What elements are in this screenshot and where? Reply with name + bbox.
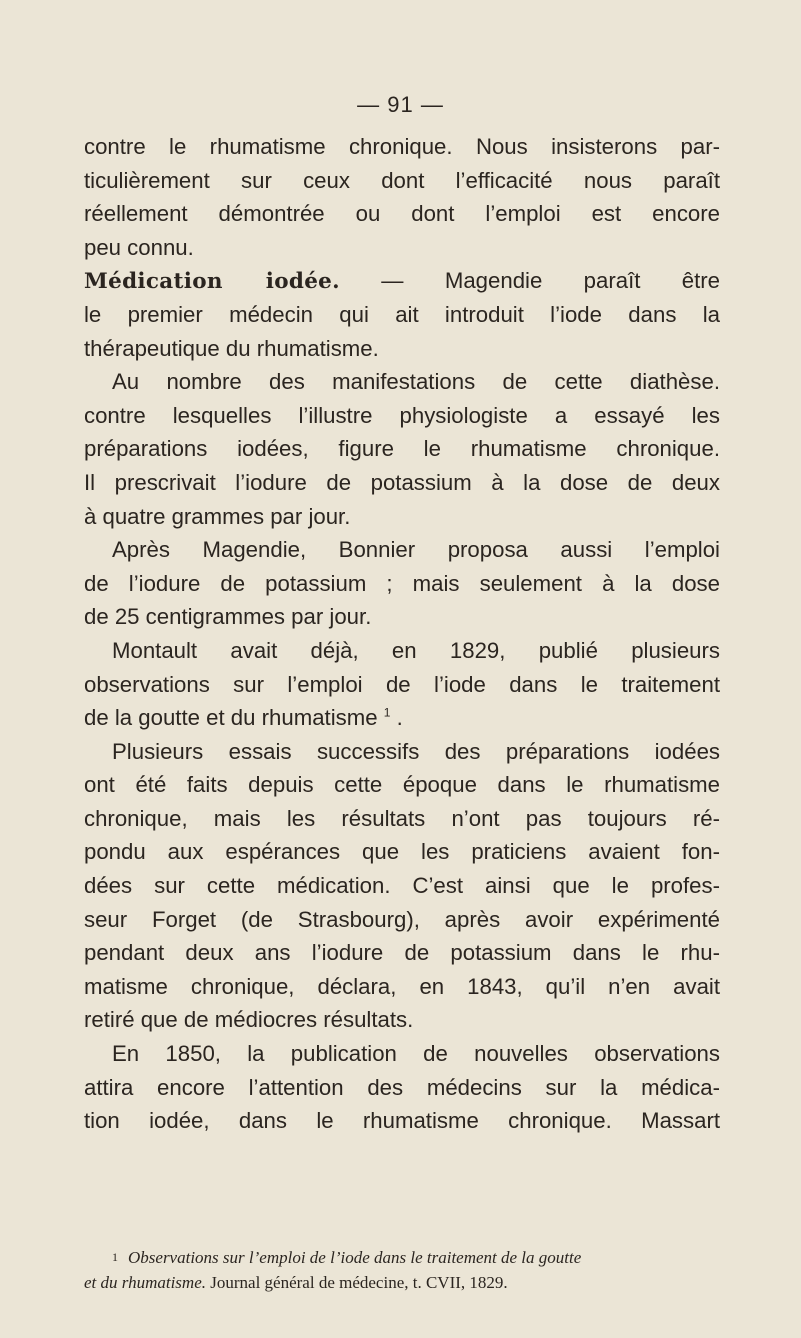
text-line: dées sur cette médication. C’est ainsi que le profes- [84,873,720,899]
text-line: seur Forget (de Strasbourg), après avoir expérimenté [84,906,720,932]
text-line: Montault avait déjà, en 1829, publié plusieurs [112,637,720,663]
text-line: retiré que de médiocres résultats. [84,1007,414,1033]
text-line: attira encore l’attention des médecins sur la médica- [84,1074,720,1100]
text-line: ticulièrement sur ceux dont l’efficacité nous paraît [84,167,720,193]
text-line: contre le rhumatisme chronique. Nous insisterons par- [84,134,720,159]
text-line: Au nombre des manifestations de cette diathèse. [112,369,720,395]
text-line [84,701,720,735]
footnote-mark: 1 [112,1250,118,1264]
text-line: pendant deux ans l’iodure de potassium dans le rhu- [84,940,720,966]
text-fragment: de la goutte et du rhumatisme [84,705,384,731]
text-line: de 25 centigrammes par jour. [84,604,372,630]
text-line: pondu aux espérances que les praticiens avaient fon- [84,839,720,865]
section-heading: Médication iodée. [84,269,340,295]
text-fragment: . [390,705,403,731]
footnote [84,1245,720,1295]
text-line: ont été faits depuis cette époque dans le rhumatisme [84,772,720,798]
footnote-reference: 1 [383,705,391,720]
text-line: de l’iodure de potassium ; mais seulement à la dose [84,570,720,596]
text-line: Après Magendie, Bonnier proposa aussi l’emploi [112,537,720,563]
text-line: tion iodée, dans le rhumatisme chronique. Massart [84,1108,720,1134]
text-line: En 1850, la publication de nouvelles observations [112,1041,720,1067]
text-line: réellement démontrée ou dont l’emploi est encore [84,201,720,227]
footnote-source: Journal général de médecine, t. CVII, 1829. [206,1273,508,1292]
text-line: thérapeutique du rhumatisme. [84,335,379,361]
text-line: matisme chronique, déclara, en 1843, qu’il n’en avait [84,973,720,999]
text-line: peu connu. [84,234,194,260]
heading-continuation: — Magendie paraît être [339,268,720,294]
text-line: contre lesquelles l’illustre physiologiste a essayé les [84,402,720,428]
page-number: — 91 — [357,92,444,117]
footnote-title: Observations sur l’emploi de l’iode dans le traitement de la goutte [128,1248,582,1267]
text-line: observations sur l’emploi de l’iode dans le traitement [84,671,720,697]
text-line: préparations iodées, figure le rhumatisme chronique. [84,436,720,462]
footnote-title-end: et du rhumatisme. [84,1273,206,1292]
footnote-line [84,1270,720,1295]
section-heading-line [84,264,720,298]
text-line: Il prescrivait l’iodure de potassium à la dose de deux [84,469,720,495]
text-line: le premier médecin qui ait introduit l’iode dans la [84,301,720,327]
text-line: Plusieurs essais successifs des préparations iodées [112,738,720,764]
body-text [84,130,720,1138]
footnote-line [112,1245,720,1270]
text-line: chronique, mais les résultats n’ont pas toujours ré- [84,805,720,831]
text-line: à quatre grammes par jour. [84,503,351,529]
